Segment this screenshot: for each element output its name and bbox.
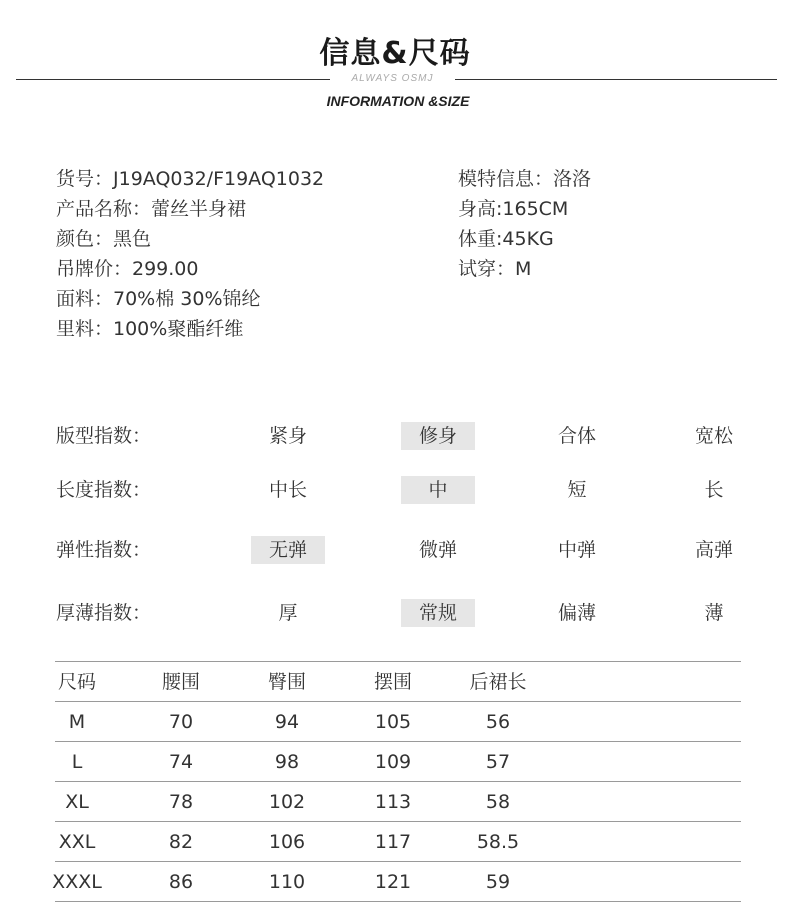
stretch-index-option: 中弹 <box>557 539 596 561</box>
size-value-cell: 98 <box>274 751 300 773</box>
table-header-cell: 尺码 <box>57 671 96 693</box>
info-product-name: 产品名称：蕾丝半身裙 <box>56 198 247 220</box>
size-value-cell: 117 <box>374 831 412 853</box>
info-weight: 体重:45KG <box>458 228 554 250</box>
length-index-option: 中长 <box>268 479 307 501</box>
thickness-index-option: 薄 <box>704 602 724 624</box>
info-height: 身高:165CM <box>458 198 569 220</box>
section-title: 信息&尺码 <box>319 36 471 71</box>
info-lining: 里料：100%聚酯纤维 <box>56 318 244 340</box>
stretch-index-option: 高弹 <box>694 539 733 561</box>
size-value-cell: 105 <box>374 711 412 733</box>
product-info-right <box>458 164 591 284</box>
info-tag-price: 吊牌价：299.00 <box>56 258 199 280</box>
table-header-cell: 后裙长 <box>469 671 527 693</box>
stretch-index-option-selected: 无弹 <box>251 536 325 564</box>
thickness-index-label: 厚薄指数： <box>56 602 152 624</box>
thickness-index-row <box>0 599 790 627</box>
size-value-cell: 58 <box>485 791 511 813</box>
fit-index-option-selected: 修身 <box>401 422 475 450</box>
size-value-cell: 121 <box>374 871 412 893</box>
size-label-cell: XL <box>65 791 89 813</box>
divider-left <box>16 79 330 80</box>
size-value-cell: 70 <box>168 711 194 733</box>
size-value-cell: 94 <box>274 711 300 733</box>
table-header-cell: 摆围 <box>373 671 412 693</box>
size-value-cell: 106 <box>268 831 306 853</box>
info-fabric: 面料：70%棉 30%锦纶 <box>56 288 261 310</box>
size-value-cell: 113 <box>374 791 412 813</box>
length-index-option: 长 <box>704 479 724 501</box>
brand-tagline: ALWAYS OSMJ <box>351 73 434 84</box>
table-header-cell: 臀围 <box>267 671 306 693</box>
thickness-index-option: 偏薄 <box>557 602 596 624</box>
size-label-cell: XXL <box>58 831 96 853</box>
size-value-cell: 58.5 <box>476 831 520 853</box>
size-label-cell: M <box>68 711 86 733</box>
product-info-left <box>56 164 324 344</box>
size-label-cell: L <box>71 751 83 773</box>
fit-index-label: 版型指数： <box>56 425 152 447</box>
length-index-label: 长度指数： <box>56 479 152 501</box>
thickness-index-option-selected: 常规 <box>401 599 475 627</box>
size-value-cell: 102 <box>268 791 306 813</box>
size-value-cell: 57 <box>485 751 511 773</box>
fit-index-row <box>0 422 790 450</box>
stretch-index-label: 弹性指数： <box>56 539 152 561</box>
length-index-option: 短 <box>567 479 587 501</box>
fit-index-option: 紧身 <box>268 425 307 447</box>
divider-right <box>455 79 777 80</box>
info-try-size: 试穿：M <box>458 258 532 280</box>
info-color: 颜色：黑色 <box>56 228 152 250</box>
length-index-option-selected: 中 <box>401 476 475 504</box>
fit-index-option: 宽松 <box>694 425 733 447</box>
size-value-cell: 109 <box>374 751 412 773</box>
section-subtitle: INFORMATION &SIZE <box>326 93 470 109</box>
length-index-row <box>0 476 790 504</box>
stretch-index-option: 微弹 <box>418 539 457 561</box>
size-value-cell: 59 <box>485 871 511 893</box>
size-value-cell: 74 <box>168 751 194 773</box>
size-value-cell: 78 <box>168 791 194 813</box>
size-label-cell: XXXL <box>52 871 102 893</box>
thickness-index-option: 厚 <box>278 602 298 624</box>
info-item-number: 货号：J19AQ032/F19AQ1032 <box>56 168 325 190</box>
size-value-cell: 86 <box>168 871 194 893</box>
size-value-cell: 110 <box>268 871 306 893</box>
fit-index-option: 合体 <box>557 425 596 447</box>
stretch-index-row <box>0 536 790 564</box>
table-header-cell: 腰围 <box>161 671 200 693</box>
size-value-cell: 82 <box>168 831 194 853</box>
info-model: 模特信息：洛洛 <box>458 168 592 190</box>
size-value-cell: 56 <box>485 711 511 733</box>
